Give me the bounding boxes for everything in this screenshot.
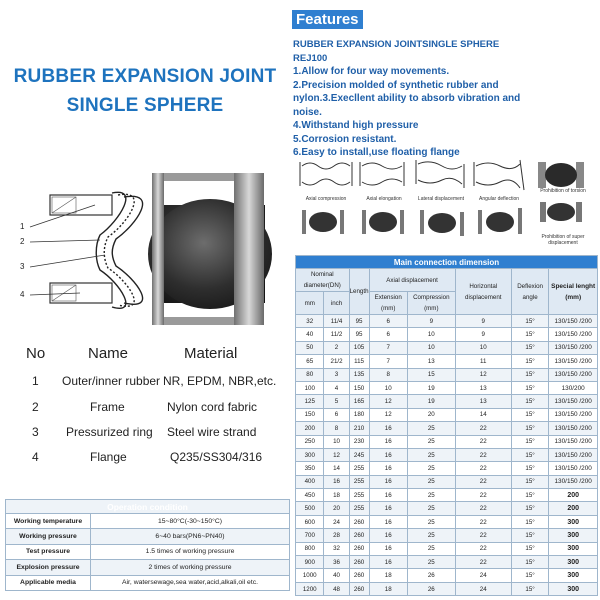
cell-mm: 600	[296, 515, 324, 528]
table-row	[296, 462, 598, 475]
cell-sp: 300	[549, 556, 598, 569]
table-row	[296, 556, 598, 569]
cell-len: 150	[349, 381, 369, 394]
cell-comp: 25	[407, 529, 455, 542]
cell-mm: 700	[296, 529, 324, 542]
label-super-displacement: Prohibition of super displacement	[541, 234, 585, 246]
cell-len: 165	[349, 395, 369, 408]
cell-ext: 16	[369, 475, 407, 488]
cell-comp: 25	[407, 502, 455, 515]
cell-comp: 19	[407, 395, 455, 408]
cell-ext: 6	[369, 315, 407, 328]
cell-sp: 130/150 /200	[549, 475, 598, 488]
cell-len: 255	[349, 502, 369, 515]
cell-comp: 26	[407, 569, 455, 582]
cell-hor: 22	[455, 462, 511, 475]
cell-sp: 130/150 /200	[549, 448, 598, 461]
cell-sp: 300	[549, 529, 598, 542]
cell-inch: 12	[324, 448, 349, 461]
cell-len: 105	[349, 341, 369, 354]
cell-comp: 25	[407, 515, 455, 528]
cell-hor: 13	[455, 381, 511, 394]
table-row: Test pressure 1.5 times of working pressure	[6, 544, 290, 559]
cell-sp: 130/150 /200	[549, 341, 598, 354]
diagram-label-4: 4	[20, 290, 25, 299]
cell-comp: 25	[407, 448, 455, 461]
cell-sp: 130/150 /200	[549, 408, 598, 421]
cell-inch: 16	[324, 475, 349, 488]
cell-inch: 20	[324, 502, 349, 515]
legend-no: 2	[32, 400, 39, 414]
cell-ext: 7	[369, 355, 407, 368]
cell-ext: 8	[369, 368, 407, 381]
legend-material: NR, EPDM, NBR,etc.	[163, 374, 277, 388]
cell-sp: 300	[549, 515, 598, 528]
cell-sp: 130/150 /200	[549, 328, 598, 341]
cell-len: 115	[349, 355, 369, 368]
cell-mm: 100	[296, 381, 324, 394]
cell-mm: 1000	[296, 569, 324, 582]
cell-mm: 40	[296, 328, 324, 341]
legend-material: Nylon cord fabric	[167, 400, 258, 414]
cell-comp: 25	[407, 462, 455, 475]
legend-no: 3	[32, 425, 39, 439]
cell-comp: 25	[407, 556, 455, 569]
cell-ang: 15°	[511, 569, 548, 582]
label-axial-elongation: Axial elongation	[366, 196, 402, 202]
table-row	[296, 355, 598, 368]
legend-name: Outer/inner rubber	[62, 374, 161, 388]
cell-len: 260	[349, 569, 369, 582]
table-row	[296, 489, 598, 502]
cell-ang: 15°	[511, 529, 548, 542]
cell-comp: 26	[407, 582, 455, 595]
joint-cutaway-diagram	[0, 165, 290, 335]
table-row	[296, 328, 598, 341]
cell-ang: 15°	[511, 542, 548, 555]
table-row	[296, 341, 598, 354]
diagram-label-1: 1	[20, 222, 25, 231]
feature-line: nylon.3.Execllent ability to absorb vibration and	[293, 93, 521, 104]
cell-mm: 400	[296, 475, 324, 488]
cell-ext: 16	[369, 542, 407, 555]
legend-no: 4	[32, 450, 39, 464]
feature-line: 5.Corrosion resistant.	[293, 133, 397, 145]
table-row	[296, 502, 598, 515]
legend-header-material: Material	[184, 345, 238, 362]
cell-sp: 130/150 /200	[549, 395, 598, 408]
legend-header-no: No	[26, 345, 46, 362]
cell-sp: 130/150 /200	[549, 422, 598, 435]
legend-material: Steel wire strand	[167, 425, 257, 439]
legend-name: Pressurized ring	[66, 425, 153, 439]
cell-ang: 15°	[511, 381, 548, 394]
cell-inch: 6	[324, 408, 349, 421]
cell-mm: 65	[296, 355, 324, 368]
cell-sp: 130/150 /200	[549, 435, 598, 448]
cell-ext: 6	[369, 328, 407, 341]
features-list	[293, 38, 520, 160]
cell-len: 245	[349, 448, 369, 461]
cell-len: 260	[349, 529, 369, 542]
cell-inch: 48	[324, 582, 349, 595]
cell-hor: 24	[455, 569, 511, 582]
cell-mm: 300	[296, 448, 324, 461]
table-row	[296, 381, 598, 394]
cell-comp: 10	[407, 328, 455, 341]
diagram-label-3: 3	[20, 262, 25, 271]
cell-inch: 21/2	[324, 355, 349, 368]
cell-mm: 200	[296, 422, 324, 435]
feature-line: 6.Easy to install,use floating flange	[293, 147, 460, 158]
main-table-title: Main connection dimension	[296, 256, 598, 269]
cell-inch: 40	[324, 569, 349, 582]
cell-hor: 22	[455, 448, 511, 461]
cell-comp: 25	[407, 475, 455, 488]
cell-sp: 130/150 /200	[549, 462, 598, 475]
cell-sp: 130/200	[549, 381, 598, 394]
cell-ext: 18	[369, 582, 407, 595]
table-row	[296, 448, 598, 461]
cell-ang: 15°	[511, 395, 548, 408]
cell-mm: 350	[296, 462, 324, 475]
cell-len: 95	[349, 328, 369, 341]
cell-len: 255	[349, 462, 369, 475]
cell-ang: 15°	[511, 489, 548, 502]
legend-no: 1	[32, 374, 39, 388]
cell-ext: 16	[369, 502, 407, 515]
cell-ang: 15°	[511, 475, 548, 488]
table-row	[296, 529, 598, 542]
cell-sp: 300	[549, 569, 598, 582]
cell-ang: 15°	[511, 408, 548, 421]
cell-ang: 15°	[511, 435, 548, 448]
cell-inch: 28	[324, 529, 349, 542]
cell-len: 210	[349, 422, 369, 435]
cell-ext: 16	[369, 556, 407, 569]
cell-ang: 15°	[511, 582, 548, 595]
header-inch: inch	[324, 292, 349, 315]
cell-ext: 16	[369, 448, 407, 461]
cell-len: 260	[349, 542, 369, 555]
header-nominal: Nominal diameter(DN)	[296, 269, 350, 292]
cell-inch: 5	[324, 395, 349, 408]
cell-len: 135	[349, 368, 369, 381]
label-lateral-displacement: Lateral displacement	[417, 196, 465, 202]
cell-mm: 900	[296, 556, 324, 569]
lateral-displacement-icon	[416, 160, 464, 188]
cell-mm: 50	[296, 341, 324, 354]
cell-inch: 8	[324, 422, 349, 435]
cell-len: 255	[349, 489, 369, 502]
cell-hor: 13	[455, 395, 511, 408]
cell-comp: 20	[407, 408, 455, 421]
cell-mm: 80	[296, 368, 324, 381]
cell-ang: 15°	[511, 328, 548, 341]
legend-name: Frame	[90, 400, 125, 414]
cell-hor: 10	[455, 341, 511, 354]
header-special: Special lenght (mm)	[549, 269, 598, 315]
cell-comp: 15	[407, 368, 455, 381]
cell-inch: 11/2	[324, 328, 349, 341]
feature-line: 4.Withstand high pressure	[293, 120, 419, 131]
main-dimension-table	[295, 255, 598, 596]
features-heading: Features	[292, 10, 363, 29]
diagram-label-2: 2	[20, 237, 25, 246]
table-row: Working pressure 6~40 bars(PN6~PN40)	[6, 529, 290, 544]
cell-ext: 16	[369, 515, 407, 528]
cell-mm: 800	[296, 542, 324, 555]
cell-mm: 450	[296, 489, 324, 502]
cell-hor: 22	[455, 529, 511, 542]
cell-inch: 24	[324, 515, 349, 528]
feature-line: 1.Allow for four way movements.	[293, 66, 450, 77]
header-deflexion: Deflexion angle	[511, 269, 548, 315]
table-row: Working temperature 15~80°C(-30~150°C)	[6, 514, 290, 529]
header-axial: Axial displacement	[369, 269, 455, 292]
cell-inch: 11/4	[324, 315, 349, 328]
cell-hor: 22	[455, 475, 511, 488]
cell-ang: 15°	[511, 502, 548, 515]
table-row	[296, 395, 598, 408]
header-mm: mm	[296, 292, 324, 315]
cell-ang: 15°	[511, 368, 548, 381]
cell-inch: 36	[324, 556, 349, 569]
cell-hor: 9	[455, 328, 511, 341]
cell-inch: 10	[324, 435, 349, 448]
cell-comp: 25	[407, 489, 455, 502]
label-torsion: Prohibition of torsion	[540, 188, 586, 194]
label-angular-deflection: Angular deflection	[478, 196, 520, 202]
cell-ang: 15°	[511, 462, 548, 475]
legend-header-name: Name	[88, 345, 129, 362]
cell-len: 260	[349, 582, 369, 595]
table-row	[296, 542, 598, 555]
cell-mm: 1200	[296, 582, 324, 595]
feature-line: REJ100	[293, 52, 328, 64]
cell-comp: 13	[407, 355, 455, 368]
title-line-2: SINGLE SPHERE	[66, 95, 224, 116]
header-length: Length	[349, 269, 369, 315]
table-row: Applicable media Air, watersewage,sea water,acid,alkali,oil etc.	[6, 575, 290, 590]
cell-ang: 15°	[511, 422, 548, 435]
cell-ext: 16	[369, 529, 407, 542]
cell-ext: 7	[369, 341, 407, 354]
operation-condition-table	[5, 499, 290, 591]
table-row	[296, 435, 598, 448]
operation-title: Operation condition	[6, 500, 290, 514]
cell-sp: 130/150 /200	[549, 355, 598, 368]
cell-mm: 500	[296, 502, 324, 515]
axial-compression-icon	[300, 162, 352, 186]
cell-ang: 15°	[511, 448, 548, 461]
cell-sp: 200	[549, 489, 598, 502]
feature-line: noise.	[293, 106, 322, 118]
cell-sp: 300	[549, 542, 598, 555]
table-row	[296, 475, 598, 488]
cell-hor: 22	[455, 515, 511, 528]
cell-inch: 18	[324, 489, 349, 502]
cell-sp: 200	[549, 502, 598, 515]
cell-inch: 4	[324, 381, 349, 394]
cell-sp: 130/150 /200	[549, 368, 598, 381]
cell-hor: 22	[455, 435, 511, 448]
table-row	[296, 515, 598, 528]
cell-ang: 15°	[511, 341, 548, 354]
cell-len: 260	[349, 515, 369, 528]
cell-mm: 125	[296, 395, 324, 408]
legend-material: Q235/SS304/316	[170, 450, 263, 464]
legend-name: Flange	[90, 450, 127, 464]
table-row	[296, 422, 598, 435]
torsion-icon	[538, 162, 584, 188]
cell-mm: 250	[296, 435, 324, 448]
cell-inch: 14	[324, 462, 349, 475]
cell-hor: 14	[455, 408, 511, 421]
cell-mm: 150	[296, 408, 324, 421]
cell-sp: 130/150 /200	[549, 315, 598, 328]
joint-photo-icons	[302, 202, 582, 236]
header-compression: Compression (mm)	[407, 292, 455, 315]
cell-ext: 16	[369, 489, 407, 502]
cell-ang: 15°	[511, 315, 548, 328]
table-row	[296, 582, 598, 595]
cell-len: 230	[349, 435, 369, 448]
cell-hor: 22	[455, 502, 511, 515]
angular-deflection-icon	[474, 160, 524, 190]
cell-comp: 25	[407, 542, 455, 555]
cell-ext: 10	[369, 381, 407, 394]
right-flange-photo	[234, 173, 264, 325]
table-row	[296, 408, 598, 421]
cell-len: 260	[349, 556, 369, 569]
cell-ext: 18	[369, 569, 407, 582]
cell-comp: 25	[407, 422, 455, 435]
page-title	[0, 62, 290, 120]
cell-mm: 32	[296, 315, 324, 328]
cell-sp: 300	[549, 582, 598, 595]
table-row: Explosion pressure 2 times of working pressure	[6, 560, 290, 575]
cell-comp: 9	[407, 315, 455, 328]
cell-len: 180	[349, 408, 369, 421]
feature-line: 2.Precision molded of synthetic rubber and	[293, 79, 499, 91]
cell-ang: 15°	[511, 355, 548, 368]
cell-ang: 15°	[511, 515, 548, 528]
cell-hor: 12	[455, 368, 511, 381]
cell-ext: 12	[369, 395, 407, 408]
header-extension: Extension (mm)	[369, 292, 407, 315]
cell-ext: 16	[369, 462, 407, 475]
cell-inch: 3	[324, 368, 349, 381]
cell-hor: 24	[455, 582, 511, 595]
cell-inch: 32	[324, 542, 349, 555]
cell-inch: 2	[324, 341, 349, 354]
header-horizontal: Horizontal displacement	[455, 269, 511, 315]
cell-hor: 22	[455, 542, 511, 555]
cell-comp: 25	[407, 435, 455, 448]
cell-comp: 10	[407, 341, 455, 354]
cell-hor: 22	[455, 489, 511, 502]
left-flange-photo	[152, 173, 164, 325]
cell-len: 255	[349, 475, 369, 488]
cell-hor: 11	[455, 355, 511, 368]
label-axial-compression: Axial compression	[305, 196, 347, 202]
table-row	[296, 368, 598, 381]
cell-ext: 16	[369, 422, 407, 435]
axial-elongation-icon	[360, 162, 404, 186]
cell-ext: 12	[369, 408, 407, 421]
cell-hor: 9	[455, 315, 511, 328]
cell-ext: 16	[369, 435, 407, 448]
title-line-1: RUBBER EXPANSION JOINT	[13, 66, 277, 87]
cell-len: 95	[349, 315, 369, 328]
feature-line: RUBBER EXPANSION JOINTSINGLE SPHERE	[293, 39, 500, 50]
cell-ang: 15°	[511, 556, 548, 569]
table-row	[296, 315, 598, 328]
cell-comp: 19	[407, 381, 455, 394]
table-row	[296, 569, 598, 582]
cell-hor: 22	[455, 556, 511, 569]
cell-hor: 22	[455, 422, 511, 435]
